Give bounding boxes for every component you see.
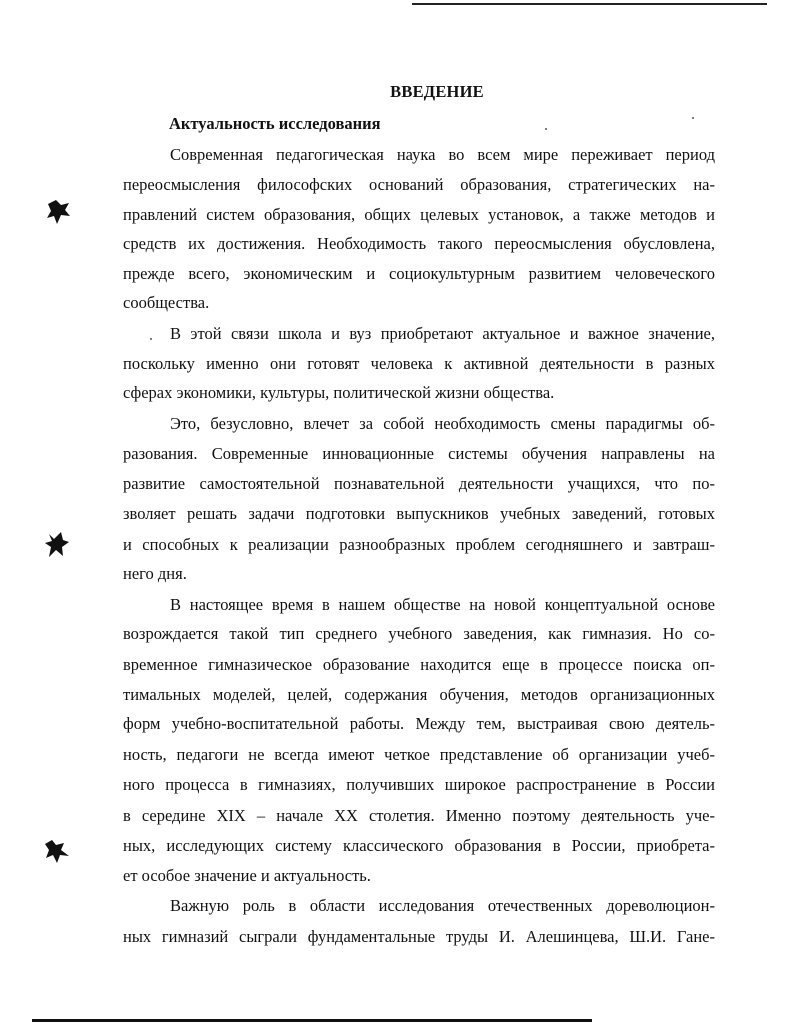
paragraph-line: Важную роль в области исследования отечественных дореволюцион- <box>170 896 715 915</box>
paragraph-line: в середине XIX – начале XX столетия. Именно поэтому деятельность уче- <box>123 806 715 825</box>
paragraph-line: тимальных моделей, целей, содержания обучения, методов организационных <box>123 685 715 704</box>
paragraph-line: В настоящее время в нашем обществе на новой концептуальной основе <box>170 595 715 614</box>
scan-speck <box>545 128 547 130</box>
paragraph-line: и способных к реализации разнообразных проблем сегодняшнего и завтраш- <box>123 535 715 554</box>
paragraph-line: ет особое значение и актуальность. <box>123 866 371 885</box>
paragraph-line: форм учебно-воспитательной работы. Между тем, выстраивая свою деятель- <box>123 714 715 733</box>
paragraph-line: Современная педагогическая наука во всем мире переживает период <box>170 145 715 164</box>
paragraph-line: правлений систем образования, общих целевых установок, а также методов и <box>123 205 715 224</box>
paragraph-line: прежде всего, экономическим и социокультурным развитием человеческого <box>123 264 715 283</box>
paragraph-line: средств их достижения. Необходимость такого переосмысления обусловлена, <box>123 234 715 253</box>
scan-speck <box>692 117 694 119</box>
paragraph-line: зволяет решать задачи подготовки выпускников учебных заведений, готовых <box>123 504 715 523</box>
paragraph-line: разования. Современные инновационные системы обучения направлены на <box>123 444 715 463</box>
paragraph-line: развитие самостоятельной познавательной деятельности учащихся, что по- <box>123 474 715 493</box>
paragraph-line: ного процесса в гимназиях, получивших широкое распространение в России <box>123 775 715 794</box>
paragraph-line: временное гимназическое образование находится еще в процессе поиска оп- <box>123 655 715 674</box>
paragraph-line: поскольку именно они готовят человека к активной деятельности в разных <box>123 354 715 373</box>
paragraph-line: ность, педагоги не всегда имеют четкое представление об организации учеб- <box>123 745 715 764</box>
page-heading: ВВЕДЕНИЕ <box>390 82 484 101</box>
punch-hole-mark-icon <box>44 198 72 228</box>
paragraph-line: Это, безусловно, влечет за собой необходимость смены парадигмы об- <box>170 414 715 433</box>
paragraph-line: сферах экономики, культуры, политической жизни общества. <box>123 383 555 402</box>
top-rule <box>412 3 767 5</box>
paragraph-line: него дня. <box>123 564 187 583</box>
paragraph-line: возрождается такой тип среднего учебного заведения, как гимназия. Но со- <box>123 624 715 643</box>
punch-hole-mark-icon <box>42 836 70 866</box>
paragraph-line: ных, исследующих систему классического образования в России, приобрета- <box>123 836 715 855</box>
section-title: Актуальность исследования <box>169 114 381 133</box>
paragraph-line: ных гимназий сыграли фундаментальные труды И. Алешинцева, Ш.И. Гане- <box>123 927 715 946</box>
punch-hole-mark-icon <box>43 530 71 560</box>
paragraph-line: В этой связи школа и вуз приобретают актуальное и важное значение, <box>170 324 715 343</box>
paragraph-line: переосмысления философских оснований образования, стратегических на- <box>123 175 715 194</box>
bottom-rule <box>32 1019 592 1022</box>
paragraph-line: сообщества. <box>123 293 210 312</box>
scan-speck <box>150 338 152 340</box>
